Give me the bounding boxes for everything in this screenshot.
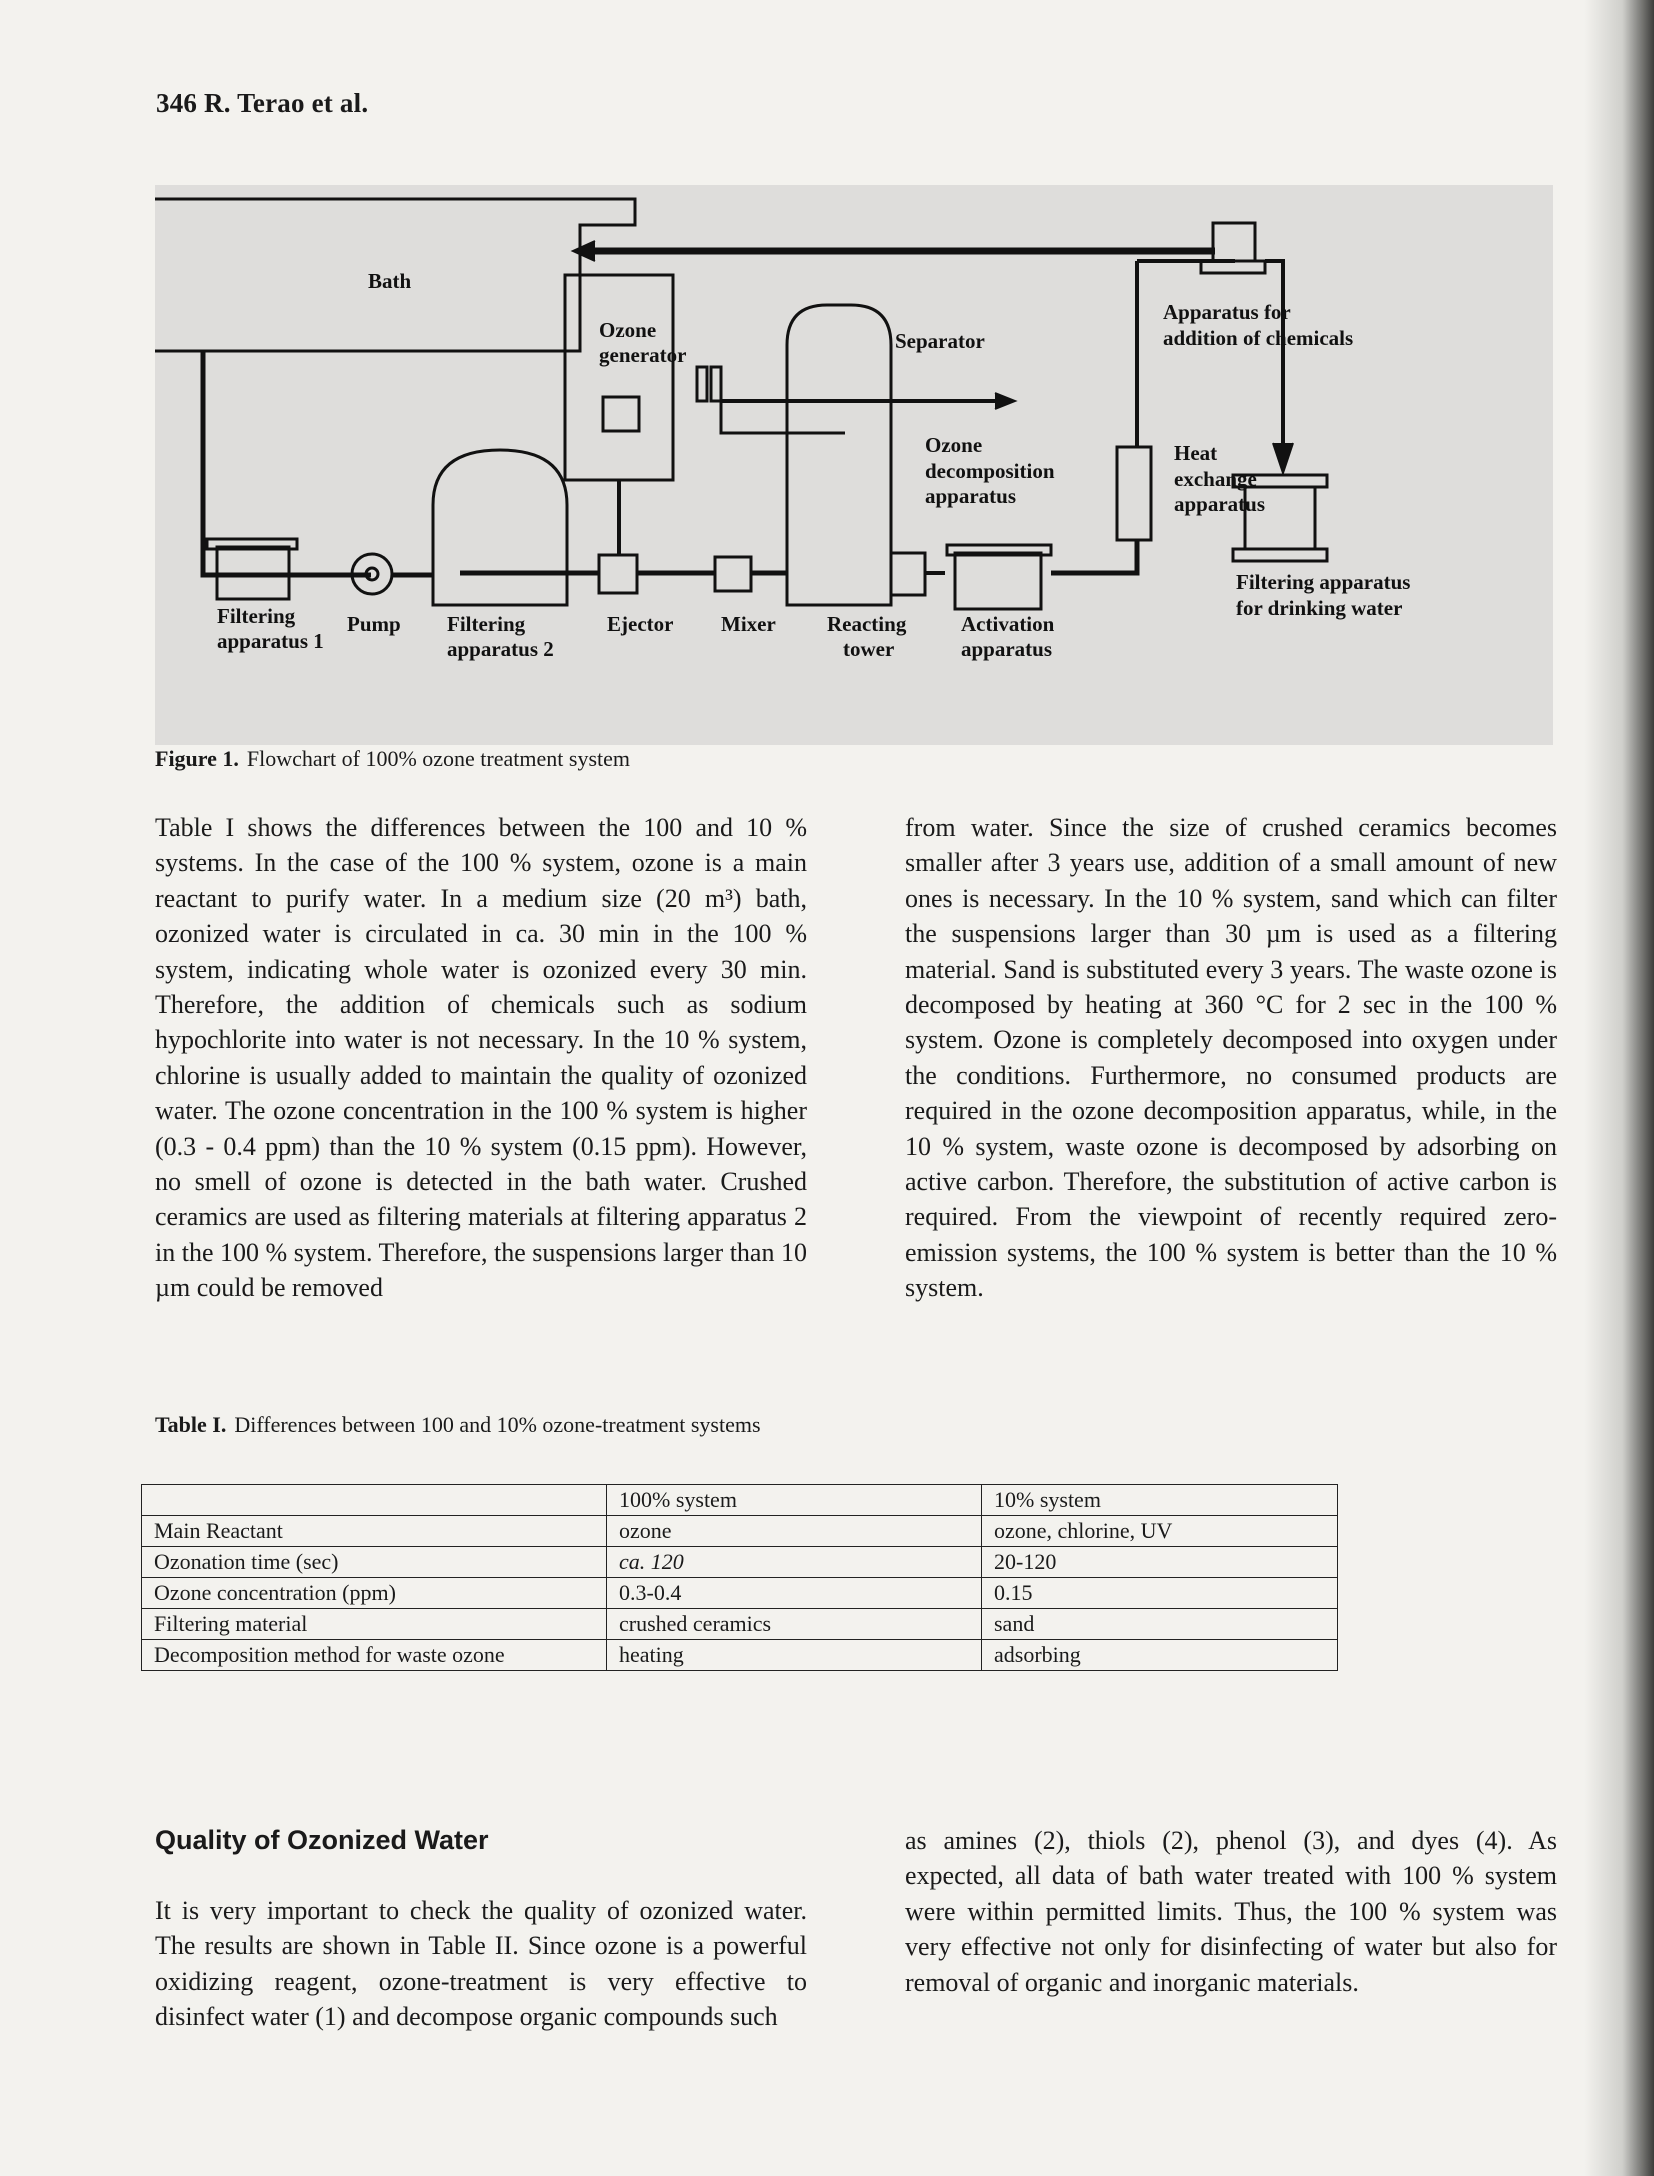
table-caption-text: Differences between 100 and 10% ozone-treatment systems [234,1412,761,1437]
body-column-left-top [155,810,807,1306]
table-differences [141,1484,1338,1671]
separator-shape [697,367,707,401]
label-reacting-2: tower [843,637,895,661]
left-pipe [203,351,371,575]
label-heat-2: exchange [1174,467,1257,491]
figure-1-flowchart [155,185,1553,745]
table-cell: Ozonation time (sec) [142,1547,607,1578]
figure-caption-number: Figure 1. [155,746,239,771]
table-cell: 0.15 [982,1578,1338,1609]
filtering-1-top [207,539,297,549]
reacting-tower-shape [787,305,891,605]
page-edge-shadow [1584,0,1654,2176]
label-mixer: Mixer [721,612,776,636]
ejector-shape [599,555,637,593]
table-cell: crushed ceramics [607,1609,982,1640]
body-column-right-bottom [905,1823,1557,2000]
label-filtering-2-1: Filtering [447,612,526,636]
paragraph-left-top: Table I shows the differences between the 100 and 10 % systems. In the case of the 100 % system, ozone is a main reactant to purify water. In a medium size (20 m³) bath, ozonized water is circulated in ca. 30 min in the 100 % system, indicating whole water is ozonized every 30 min. Therefore, the addition of chemicals such as sodium hypochlorite into water is not necessary. In the 10 % system, chlorine is usually added to maintain the quality of ozonized water. The ozone concentration in the 100 % system is higher (0.3 - 0.4 ppm) than the 10 % system (0.15 ppm). However, no smell of ozone is detected in the bath water. Crushed ceramics are used as filtering materials at filtering apparatus 2 in the 100 % system. Therefore, the suspensions larger than 10 µm could be removed [155,813,807,1303]
ozone-generator-window [603,397,639,431]
table-row [142,1609,1338,1640]
flowchart-diagram [155,185,1553,745]
activation-apparatus-shape [955,553,1041,609]
label-filtering-1-1: Filtering [217,604,296,628]
table-caption-number: Table I. [155,1412,227,1437]
table-header-cell: 10% system [982,1485,1338,1516]
label-filtering-2-2: apparatus 2 [447,637,554,661]
label-ozone-decomp-2: decomposition [925,459,1055,483]
label-pump: Pump [347,612,401,636]
label-chemicals-1: Apparatus for [1163,300,1291,324]
label-bath: Bath [368,269,412,293]
label-heat-3: apparatus [1174,492,1266,516]
table-row [142,1640,1338,1671]
filtering-2-shape [433,450,567,605]
label-ozone-generator-2: generator [599,343,687,367]
label-ozone-decomp-3: apparatus [925,484,1017,508]
label-activation-1: Activation [961,612,1055,636]
mixer-shape [715,557,751,591]
label-activation-2: apparatus [961,637,1053,661]
table-caption [155,1412,761,1438]
table-row [142,1516,1338,1547]
running-head: 346 R. Terao et al. [156,88,369,118]
figure-caption-text: Flowchart of 100% ozone treatment system [246,746,630,771]
label-chemicals-2: addition of chemicals [1163,326,1354,350]
table-cell: Main Reactant [142,1516,607,1547]
heat-exchange-shape [1117,447,1151,540]
table-header-row [142,1485,1338,1516]
table-cell: Ozone concentration (ppm) [142,1578,607,1609]
table-cell: Filtering material [142,1609,607,1640]
label-ozone-decomp-1: Ozone [925,433,983,457]
body-column-left-bottom [155,1893,807,2035]
table-cell: sand [982,1609,1338,1640]
down-arrow [1273,443,1293,473]
table-cell: heating [607,1640,982,1671]
ozone-decomp-shape [891,553,925,595]
paragraph-right-bottom: as amines (2), thiols (2), phenol (3), and dyes (4). As expected, all data of bath water treated with 100 % system were within permitted limits. Thus, the 100 % system was very effective not only for disinfecting of water but also for removal of organic and inorganic materials. [905,1826,1557,1997]
label-filtering-drinking-2: for drinking water [1236,596,1403,620]
paragraph-right-top: from water. Since the size of crushed ceramics becomes smaller after 3 years use, addition of a small amount of new ones is necessary. In the 10 % system, sand which can filter the suspensions larger than 30 µm is used as a filtering material. Sand is substituted every 3 years. The waste ozone is decomposed by heating at 360 °C for 2 sec in the 100 % system. Ozone is completely decomposed into oxygen under the conditions. Furthermore, no consumed products are required in the ozone decomposition apparatus, while, in the 10 % system, waste ozone is decomposed by adsorbing on active carbon. Therefore, the substitution of active carbon is required. From the viewpoint of recently required zero-emission systems, the 100 % system is better than the 10 % system. [905,813,1557,1303]
table-cell: ozone, chlorine, UV [982,1516,1338,1547]
table-header-cell [142,1485,607,1516]
table-cell: 20-120 [982,1547,1338,1578]
label-ejector: Ejector [607,612,674,636]
table-header-cell: 100% system [607,1485,982,1516]
body-column-right-top [905,810,1557,1306]
section-heading: Quality of Ozonized Water [155,1825,489,1855]
table-cell: 0.3-0.4 [607,1578,982,1609]
label-filtering-drinking-1: Filtering apparatus [1236,570,1411,594]
table-row [142,1578,1338,1609]
chemicals-apparatus-shape [1213,223,1255,261]
table-cell: adsorbing [982,1640,1338,1671]
paragraph-left-bottom: It is very important to check the quality of ozonized water. The results are shown in Table II. Since ozone is a powerful oxidizing reagent, ozone-treatment is very effective to disinfect water (1) and decompose organic compounds such [155,1896,807,2032]
table-row [142,1547,1338,1578]
label-heat-1: Heat [1174,441,1218,465]
figure-caption [155,746,630,772]
table-cell: Decomposition method for waste ozone [142,1640,607,1671]
table-cell: ca. 120 [607,1547,982,1578]
label-ozone-generator-1: Ozone [599,318,657,342]
label-separator: Separator [895,329,985,353]
return-arrow [573,241,595,261]
table-cell: ozone [607,1516,982,1547]
label-reacting-1: Reacting [827,612,907,636]
label-filtering-1-2: apparatus 1 [217,629,324,653]
